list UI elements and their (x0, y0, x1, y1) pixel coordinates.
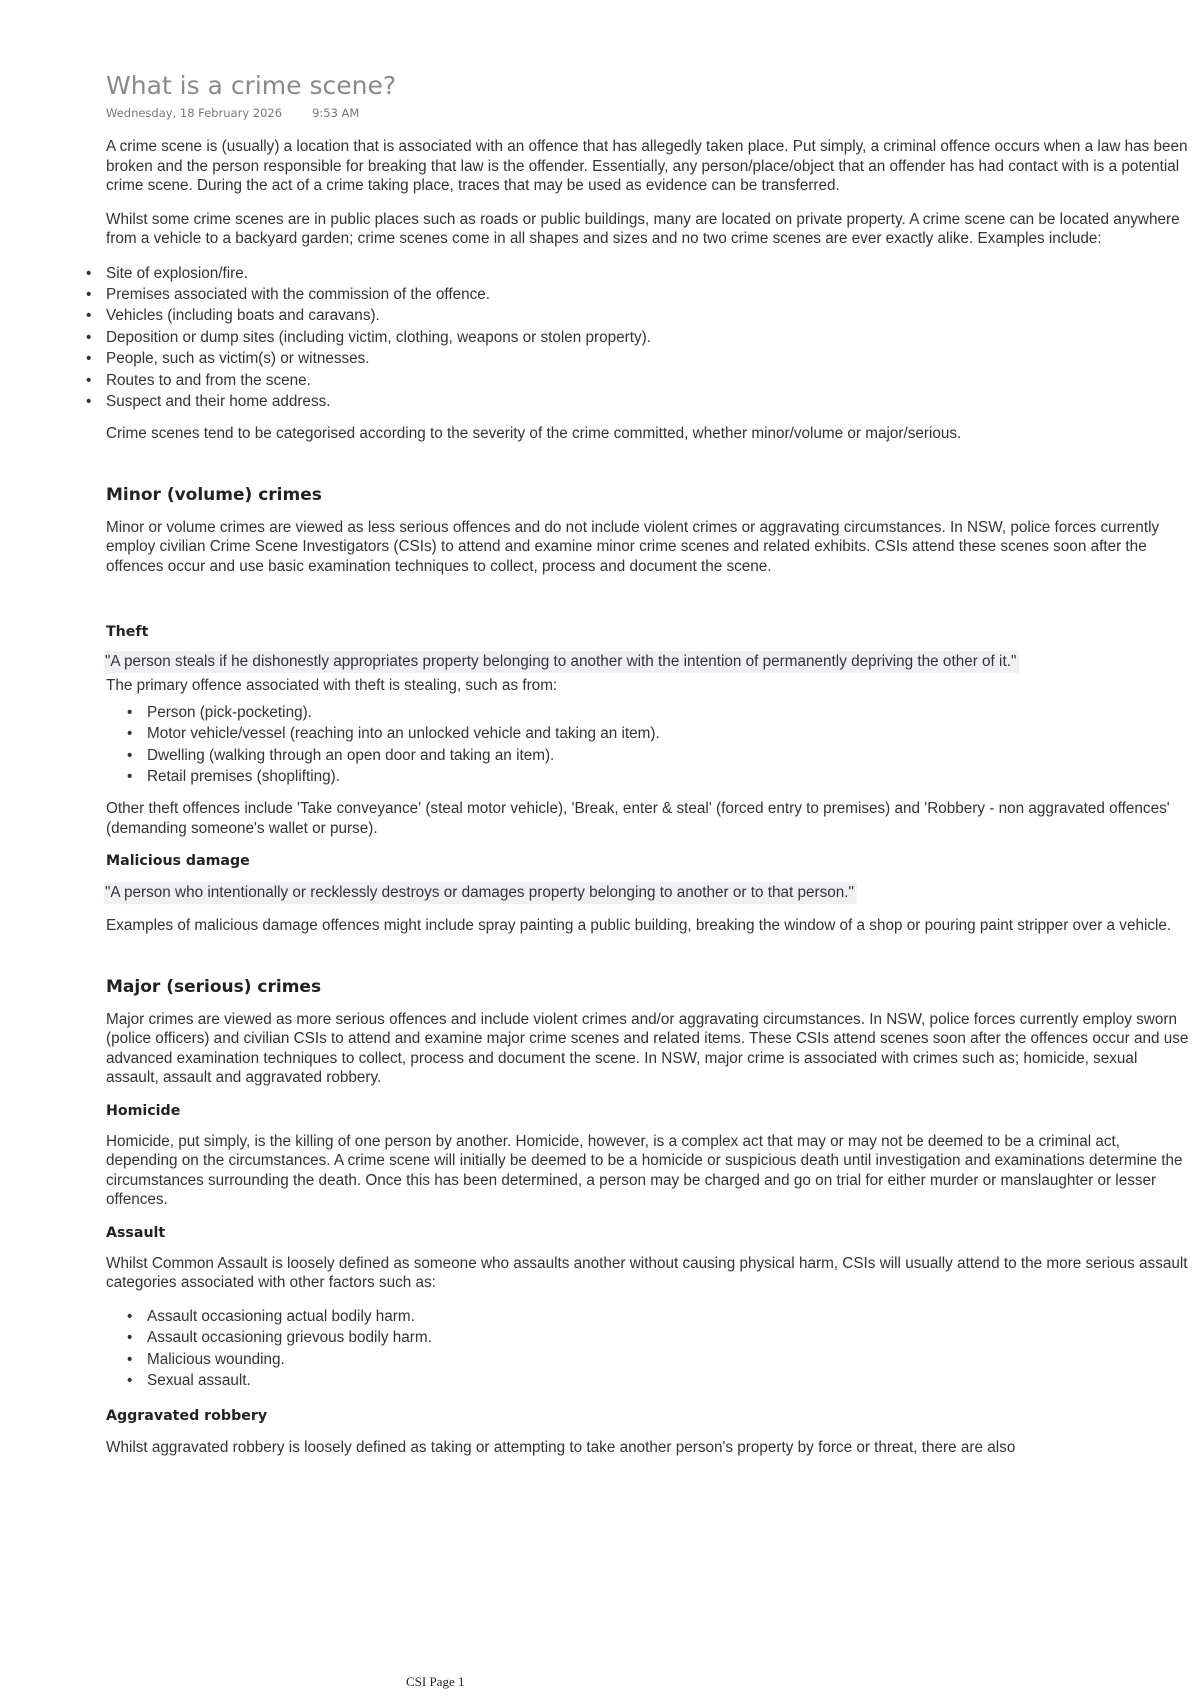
homicide-heading: Homicide (106, 1102, 181, 1119)
list-item: • Retail premises (shoplifting). (147, 766, 1191, 787)
intro-paragraph-1: A crime scene is (usually) a location that is associated with an offence that has allegedly taken place. Put simply, a criminal offence occurs when a law has been broken and the person responsible for breaking that law is the offender. Essentially, any person/place/object that an offender has had contact with is a potential crime scene. During the act of a crime taking place, traces that may be used as evidence can be transferred. (106, 138, 1188, 194)
aggravated-robbery-heading: Aggravated robbery (106, 1407, 268, 1424)
theft-other-paragraph: Other theft offences include 'Take conveyance' (steal motor vehicle), 'Break, enter & steal' (forced entry to premises) and 'Robbery - non aggravated offences' (demanding someone's wallet or purse). (106, 800, 1170, 837)
list-item: • Assault occasioning grievous bodily harm. (147, 1327, 1191, 1348)
examples-list (106, 263, 1191, 413)
major-crimes-paragraph: Major crimes are viewed as more serious offences and include violent crimes and/or aggravating circumstances. In NSW, police forces currently employ sworn (police officers) and civilian CSIs to attend and examine major crime scenes and related items. These CSIs attend scenes soon after the offences occur and use advanced examination techniques to collect, process and document the scene. In NSW, major crime is associated with crimes such as; homicide, sexual assault, assault and aggravated robbery. (106, 1010, 1189, 1087)
page-title: What is a crime scene? (106, 71, 397, 100)
malicious-damage-quote: "A person who intentionally or recklessly destroys or damages property belonging to another or to that person." (104, 882, 857, 904)
minor-crimes-paragraph: Minor or volume crimes are viewed as less serious offences and do not include violent crimes or aggravating circumstances. In NSW, police forces currently employ civilian Crime Scene Investigators (CSIs) to attend and examine minor crime scenes and related exhibits. CSIs attend these scenes soon after the offences occur and use basic examination techniques to collect, process and document the scene. (106, 518, 1160, 575)
page-content (106, 70, 1191, 1457)
list-item: • Sexual assault. (147, 1370, 1191, 1391)
list-item: • Person (pick-pocketing). (147, 702, 1191, 723)
page-date: Wednesday, 18 February 2026 (106, 106, 283, 120)
list-item: • Premises associated with the commission of the offence. (106, 284, 1191, 305)
list-item: • Malicious wounding. (147, 1349, 1191, 1370)
assault-paragraph: Whilst Common Assault is loosely defined as someone who assaults another without causing physical harm, CSIs will usually attend to the more serious assault categories associated with other factors such as: (106, 1254, 1188, 1292)
list-item: • Deposition or dump sites (including victim, clothing, weapons or stolen property). (106, 327, 1191, 348)
dateline (106, 106, 1191, 122)
assault-list (106, 1306, 1191, 1392)
list-item: • Routes to and from the scene. (106, 370, 1191, 391)
assault-heading: Assault (106, 1224, 166, 1241)
aggravated-robbery-paragraph: Whilst aggravated robbery is loosely defined as taking or attempting to take another person's property by force or threat, there are also (106, 1438, 1016, 1456)
major-crimes-heading: Major (serious) crimes (106, 976, 322, 997)
list-item: • Assault occasioning actual bodily harm. (147, 1306, 1191, 1327)
homicide-paragraph: Homicide, put simply, is the killing of one person by another. Homicide, however, is a complex act that may or may not be deemed to be a criminal act, depending on the circumstances. A crime scene will initially be deemed to be a homicide or suspicious death until investigation and examinations determine the circumstances surrounding the death. Once this has been determined, a person may be charged and go on trial for either murder or manslaughter or lesser offences. (106, 1132, 1183, 1209)
list-item: • Site of explosion/fire. (106, 263, 1191, 284)
minor-crimes-heading: Minor (volume) crimes (106, 484, 322, 505)
list-item: • Dwelling (walking through an open door and taking an item). (147, 745, 1191, 766)
page-footer: CSI Page 1 (406, 1674, 465, 1689)
theft-quote: "A person steals if he dishonestly appropriates property belonging to another with the intention of permanently depriving the other of it." (104, 651, 1019, 673)
categorised-paragraph: Crime scenes tend to be categorised according to the severity of the crime committed, whether minor/volume or major/serious. (106, 425, 962, 443)
theft-list (106, 702, 1191, 788)
list-item: • Vehicles (including boats and caravans). (106, 305, 1191, 326)
malicious-damage-heading: Malicious damage (106, 853, 250, 870)
list-item: • Suspect and their home address. (106, 391, 1191, 412)
theft-lead: The primary offence associated with theft is stealing, such as from: (106, 677, 558, 695)
theft-heading: Theft (106, 624, 149, 641)
list-item: • Motor vehicle/vessel (reaching into an unlocked vehicle and taking an item). (147, 723, 1191, 744)
list-item: • People, such as victim(s) or witnesses. (106, 348, 1191, 369)
page-time: 9:53 AM (312, 106, 360, 120)
malicious-damage-paragraph: Examples of malicious damage offences might include spray painting a public building, breaking the window of a shop or pouring paint stripper over a vehicle. (106, 917, 1172, 935)
intro-paragraph-2: Whilst some crime scenes are in public places such as roads or public buildings, many are located on private property. A crime scene can be located anywhere from a vehicle to a backyard garden; crime scenes come in all shapes and sizes and no two crime scenes are ever exactly alike. Examples include: (106, 210, 1180, 247)
